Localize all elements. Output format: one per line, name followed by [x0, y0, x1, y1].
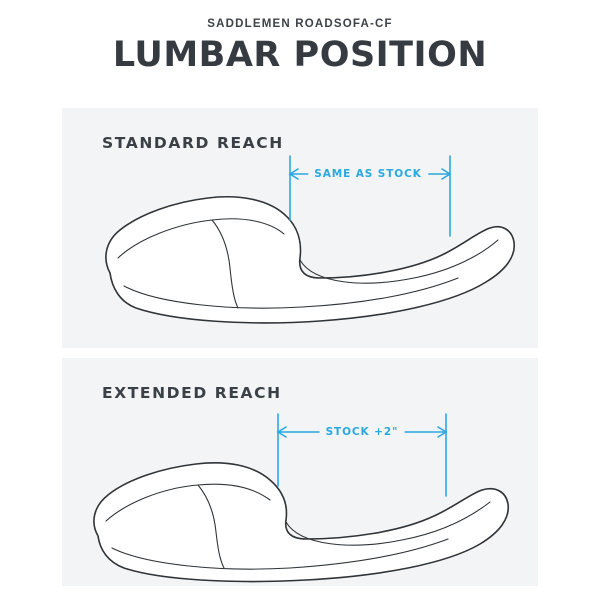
page-header	[0, 0, 600, 92]
panel-extended-label: EXTENDED REACH	[102, 384, 282, 402]
footer-spacer	[0, 586, 600, 600]
panel-standard-reach	[62, 108, 538, 348]
page-title: LUMBAR POSITION	[112, 35, 488, 75]
dimension-label-standard: SAME AS STOCK	[308, 168, 428, 180]
seat-profile-standard-icon	[62, 108, 538, 348]
seat-profile-extended-icon	[62, 358, 538, 598]
panel-extended-reach	[62, 358, 538, 598]
panel-standard-label: STANDARD REACH	[102, 134, 284, 152]
brand-subtitle: SADDLEMEN ROADSOFA-CF	[207, 18, 393, 30]
dimension-label-extended: STOCK +2"	[320, 426, 405, 438]
